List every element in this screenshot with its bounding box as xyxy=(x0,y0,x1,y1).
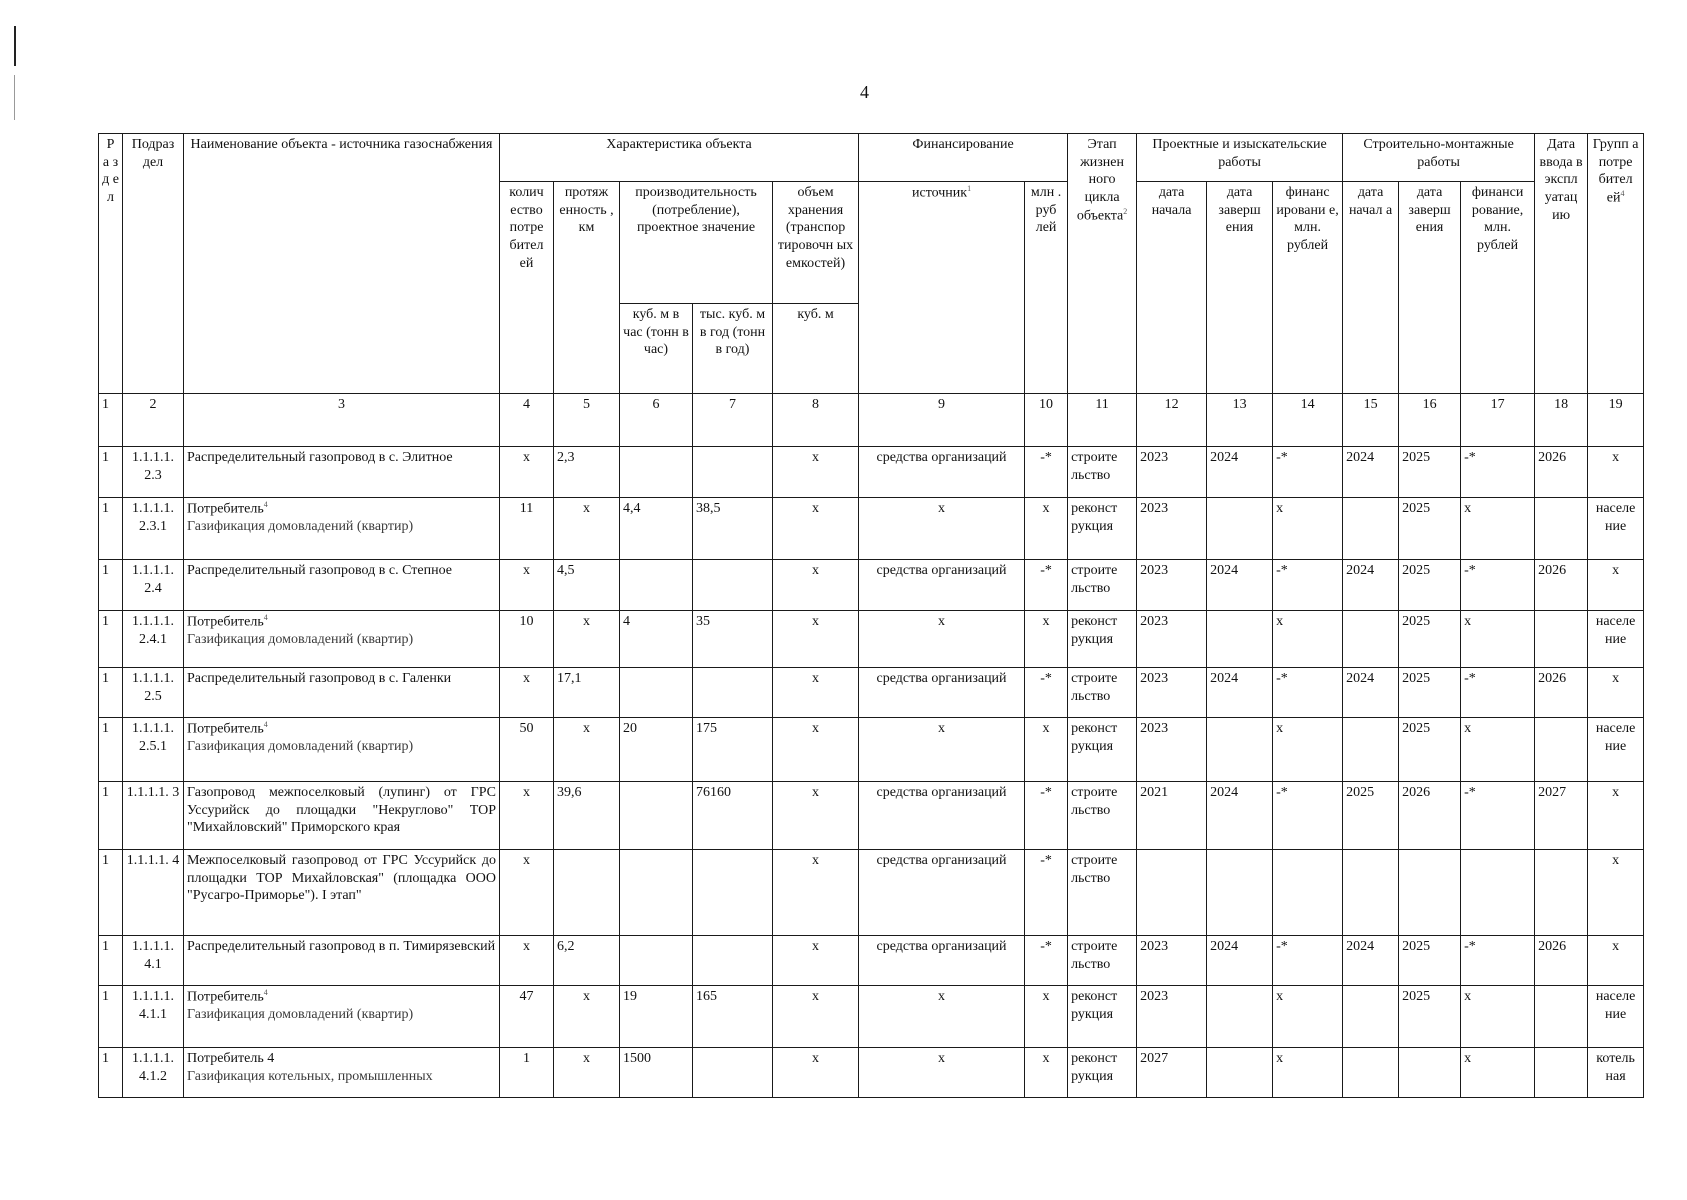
column-number: 13 xyxy=(1207,394,1273,447)
header-lifecycle-label: Этап жизнен ного цикла объекта xyxy=(1076,137,1125,224)
header-consumer-group xyxy=(1588,134,1644,394)
consumer-group: х xyxy=(1588,782,1644,850)
header-storage: объем хранения (транспор тировочн ых емкостей) xyxy=(773,182,859,304)
financing-amount: -* xyxy=(1025,782,1068,850)
subsection-code: 1.1.1.1. 4.1.2 xyxy=(123,1048,184,1098)
financing-source: х xyxy=(859,986,1025,1048)
capacity-per-year: 38,5 xyxy=(693,498,773,560)
consumer-group: населе ние xyxy=(1588,498,1644,560)
table-row xyxy=(99,782,1644,850)
construction-financing: -* xyxy=(1461,560,1535,611)
capacity-per-hour xyxy=(620,447,693,498)
column-number: 15 xyxy=(1343,394,1399,447)
design-start: 2023 xyxy=(1137,668,1207,718)
financing-amount: х xyxy=(1025,718,1068,782)
financing-amount: х xyxy=(1025,1048,1068,1098)
object-subtitle: Газификация котельных, промышленных xyxy=(187,1068,433,1084)
lifecycle-stage: строите льство xyxy=(1068,850,1137,936)
capacity-per-year: 165 xyxy=(693,986,773,1048)
financing-source: х xyxy=(859,611,1025,668)
construction-start xyxy=(1343,1048,1399,1098)
construction-start: 2024 xyxy=(1343,560,1399,611)
construction-financing: -* xyxy=(1461,447,1535,498)
capacity-per-year: 76160 xyxy=(693,782,773,850)
construction-start xyxy=(1343,611,1399,668)
consumers-count: 47 xyxy=(500,986,554,1048)
commissioning-date xyxy=(1535,611,1588,668)
construction-start: 2024 xyxy=(1343,668,1399,718)
financing-source: средства организаций xyxy=(859,560,1025,611)
design-financing: х xyxy=(1273,1048,1343,1098)
consumers-count: 50 xyxy=(500,718,554,782)
column-number: 16 xyxy=(1399,394,1461,447)
object-name xyxy=(184,1048,500,1098)
column-number: 4 xyxy=(500,394,554,447)
consumers-count: 11 xyxy=(500,498,554,560)
design-end xyxy=(1207,611,1273,668)
consumers-count: х xyxy=(500,850,554,936)
storage-volume: х xyxy=(773,498,859,560)
capacity-per-year xyxy=(693,668,773,718)
lifecycle-stage: строите льство xyxy=(1068,668,1137,718)
commissioning-date: 2026 xyxy=(1535,936,1588,986)
subsection-code: 1.1.1.1. 4.1.1 xyxy=(123,986,184,1048)
financing-source: х xyxy=(859,1048,1025,1098)
construction-financing: х xyxy=(1461,1048,1535,1098)
construction-end: 2025 xyxy=(1399,560,1461,611)
design-start: 2023 xyxy=(1137,560,1207,611)
design-financing: -* xyxy=(1273,560,1343,611)
object-title: Распределительный газопровод в п. Тимирязевский xyxy=(187,939,496,954)
design-end: 2024 xyxy=(1207,782,1273,850)
design-start: 2023 xyxy=(1137,498,1207,560)
capacity-per-year xyxy=(693,560,773,611)
object-name xyxy=(184,611,500,668)
object-title: Потребитель xyxy=(187,501,264,517)
design-end: 2024 xyxy=(1207,447,1273,498)
header-construction-works: Строительно-монтажные работы xyxy=(1343,134,1535,182)
gas-supply-table xyxy=(98,133,1644,1098)
lifecycle-stage: строите льство xyxy=(1068,782,1137,850)
object-name xyxy=(184,447,500,498)
length-km: 2,3 xyxy=(554,447,620,498)
header-design-start: дата начала xyxy=(1137,182,1207,394)
lifecycle-stage: реконст рукция xyxy=(1068,1048,1137,1098)
header-design-financing: финанс ировани е, млн. рублей xyxy=(1273,182,1343,394)
header-section: Р а з д е л xyxy=(99,134,123,394)
object-subtitle: Газификация домовладений (квартир) xyxy=(187,632,414,648)
column-number: 19 xyxy=(1588,394,1644,447)
design-financing: х xyxy=(1273,611,1343,668)
header-design-end: дата заверш ения xyxy=(1207,182,1273,394)
object-title: Распределительный газопровод в с. Степное xyxy=(187,563,452,578)
header-object-name: Наименование объекта - источника газоснабжения xyxy=(184,134,500,394)
capacity-per-year: 35 xyxy=(693,611,773,668)
capacity-per-year xyxy=(693,447,773,498)
construction-financing: -* xyxy=(1461,936,1535,986)
design-end: 2024 xyxy=(1207,936,1273,986)
consumers-count: 10 xyxy=(500,611,554,668)
column-number: 2 xyxy=(123,394,184,447)
length-km: 39,6 xyxy=(554,782,620,850)
consumers-count: х xyxy=(500,668,554,718)
storage-volume: х xyxy=(773,986,859,1048)
table-row xyxy=(99,611,1644,668)
storage-volume: х xyxy=(773,850,859,936)
consumer-group: х xyxy=(1588,560,1644,611)
length-km: 17,1 xyxy=(554,668,620,718)
header-source-label: источник xyxy=(911,185,968,201)
construction-start: 2024 xyxy=(1343,447,1399,498)
lifecycle-stage: строите льство xyxy=(1068,560,1137,611)
header-storage-unit: куб. м xyxy=(773,304,859,394)
table-row xyxy=(99,936,1644,986)
header-design-works: Проектные и изыскательские работы xyxy=(1137,134,1343,182)
construction-financing: -* xyxy=(1461,668,1535,718)
object-title: Потребитель xyxy=(187,721,264,737)
construction-end xyxy=(1399,1048,1461,1098)
commissioning-date xyxy=(1535,986,1588,1048)
capacity-per-hour xyxy=(620,668,693,718)
column-number: 12 xyxy=(1137,394,1207,447)
design-end xyxy=(1207,1048,1273,1098)
section-number: 1 xyxy=(99,782,123,850)
financing-source: средства организаций xyxy=(859,782,1025,850)
financing-amount: -* xyxy=(1025,668,1068,718)
design-end xyxy=(1207,498,1273,560)
financing-source: средства организаций xyxy=(859,936,1025,986)
commissioning-date: 2026 xyxy=(1535,447,1588,498)
storage-volume: х xyxy=(773,782,859,850)
subsection-code: 1.1.1.1. 4.1 xyxy=(123,936,184,986)
column-number: 18 xyxy=(1535,394,1588,447)
header-mln-rub: млн . руб лей xyxy=(1025,182,1068,394)
object-name xyxy=(184,986,500,1048)
construction-end: 2025 xyxy=(1399,718,1461,782)
header-lifecycle xyxy=(1068,134,1137,394)
construction-financing: х xyxy=(1461,718,1535,782)
section-number: 1 xyxy=(99,447,123,498)
commissioning-date xyxy=(1535,1048,1588,1098)
subsection-code: 1.1.1.1. 2.4.1 xyxy=(123,611,184,668)
column-number: 1 xyxy=(99,394,123,447)
footnote-2: 2 xyxy=(1123,206,1128,216)
storage-volume: х xyxy=(773,668,859,718)
subsection-code: 1.1.1.1. 2.5.1 xyxy=(123,718,184,782)
section-number: 1 xyxy=(99,850,123,936)
financing-amount: -* xyxy=(1025,447,1068,498)
section-number: 1 xyxy=(99,1048,123,1098)
object-name xyxy=(184,782,500,850)
design-end: 2024 xyxy=(1207,668,1273,718)
storage-volume: х xyxy=(773,447,859,498)
object-subtitle: Газификация домовладений (квартир) xyxy=(187,739,414,755)
construction-end xyxy=(1399,850,1461,936)
construction-end: 2026 xyxy=(1399,782,1461,850)
table-row xyxy=(99,718,1644,782)
object-title: Газопровод межпоселковый (лупинг) от ГРС Уссурийск до площадки "Некруглово" ТОР "Михайловский" Приморского края xyxy=(187,785,496,836)
object-title: Межпоселковый газопровод от ГРС Уссурийск до площадки ТОР Михайловская" (площадка ООО "Русагро-Приморье"). I этап" xyxy=(187,853,496,904)
table-row xyxy=(99,560,1644,611)
commissioning-date xyxy=(1535,498,1588,560)
length-km: х xyxy=(554,611,620,668)
lifecycle-stage: строите льство xyxy=(1068,936,1137,986)
financing-amount: х xyxy=(1025,986,1068,1048)
column-number: 3 xyxy=(184,394,500,447)
subsection-code: 1.1.1.1. 2.3.1 xyxy=(123,498,184,560)
capacity-per-hour: 1500 xyxy=(620,1048,693,1098)
lifecycle-stage: реконст рукция xyxy=(1068,498,1137,560)
header-construction-end: дата заверш ения xyxy=(1399,182,1461,394)
column-number: 9 xyxy=(859,394,1025,447)
header-capacity-per-hour: куб. м в час (тонн в час) xyxy=(620,304,693,394)
capacity-per-year xyxy=(693,936,773,986)
consumer-group: х xyxy=(1588,850,1644,936)
capacity-per-hour xyxy=(620,850,693,936)
object-name xyxy=(184,936,500,986)
subsection-code: 1.1.1.1. 2.5 xyxy=(123,668,184,718)
consumers-count: х xyxy=(500,560,554,611)
design-financing xyxy=(1273,850,1343,936)
commissioning-date xyxy=(1535,718,1588,782)
financing-source: х xyxy=(859,498,1025,560)
construction-financing xyxy=(1461,850,1535,936)
design-start xyxy=(1137,850,1207,936)
storage-volume: х xyxy=(773,936,859,986)
footnote-ref: 4 xyxy=(263,500,268,509)
length-km: х xyxy=(554,986,620,1048)
financing-amount: -* xyxy=(1025,850,1068,936)
design-start: 2023 xyxy=(1137,611,1207,668)
capacity-per-year xyxy=(693,850,773,936)
table-row xyxy=(99,447,1644,498)
object-subtitle: Газификация домовладений (квартир) xyxy=(187,519,414,535)
capacity-per-year xyxy=(693,1048,773,1098)
column-number: 6 xyxy=(620,394,693,447)
commissioning-date xyxy=(1535,850,1588,936)
construction-start xyxy=(1343,718,1399,782)
header-source xyxy=(859,182,1025,394)
consumer-group: населе ние xyxy=(1588,611,1644,668)
construction-end: 2025 xyxy=(1399,447,1461,498)
capacity-per-hour: 4 xyxy=(620,611,693,668)
header-capacity: производительность (потребление), проектное значение xyxy=(620,182,773,304)
construction-end: 2025 xyxy=(1399,611,1461,668)
lifecycle-stage: строите льство xyxy=(1068,447,1137,498)
capacity-per-hour xyxy=(620,560,693,611)
footnote-4: 4 xyxy=(1620,188,1625,198)
object-title: Потребитель xyxy=(187,614,264,630)
object-title: Распределительный газопровод в с. Элитное xyxy=(187,450,453,465)
construction-financing: -* xyxy=(1461,782,1535,850)
construction-start: 2024 xyxy=(1343,936,1399,986)
design-end: 2024 xyxy=(1207,560,1273,611)
header-length: протяж енность , км xyxy=(554,182,620,394)
consumer-group: х xyxy=(1588,668,1644,718)
section-number: 1 xyxy=(99,936,123,986)
footnote-1: 1 xyxy=(967,184,972,193)
design-financing: -* xyxy=(1273,936,1343,986)
design-end xyxy=(1207,850,1273,936)
subsection-code: 1.1.1.1. 4 xyxy=(123,850,184,936)
section-number: 1 xyxy=(99,498,123,560)
financing-source: средства организаций xyxy=(859,668,1025,718)
capacity-per-hour: 20 xyxy=(620,718,693,782)
subsection-code: 1.1.1.1. 2.3 xyxy=(123,447,184,498)
table-row xyxy=(99,668,1644,718)
column-number: 10 xyxy=(1025,394,1068,447)
object-title: Потребитель xyxy=(187,989,264,1005)
column-number-row xyxy=(99,394,1644,447)
storage-volume: х xyxy=(773,611,859,668)
table-row xyxy=(99,986,1644,1048)
header-commissioning-date: Дата ввода в экспл уатац ию xyxy=(1535,134,1588,394)
design-financing: х xyxy=(1273,718,1343,782)
header-consumers-count: колич ество потре бител ей xyxy=(500,182,554,394)
construction-end: 2025 xyxy=(1399,668,1461,718)
column-number: 7 xyxy=(693,394,773,447)
financing-source: средства организаций xyxy=(859,447,1025,498)
length-km: х xyxy=(554,1048,620,1098)
design-start: 2027 xyxy=(1137,1048,1207,1098)
section-number: 1 xyxy=(99,668,123,718)
design-start: 2023 xyxy=(1137,986,1207,1048)
length-km: х xyxy=(554,498,620,560)
header-consumer-group-label: Групп а потре бител ей xyxy=(1592,137,1639,206)
consumer-group: населе ние xyxy=(1588,986,1644,1048)
lifecycle-stage: реконст рукция xyxy=(1068,611,1137,668)
capacity-per-year: 175 xyxy=(693,718,773,782)
object-name xyxy=(184,718,500,782)
commissioning-date: 2026 xyxy=(1535,668,1588,718)
financing-amount: -* xyxy=(1025,560,1068,611)
financing-amount: -* xyxy=(1025,936,1068,986)
binding-mark xyxy=(14,26,16,66)
design-start: 2023 xyxy=(1137,936,1207,986)
design-financing: -* xyxy=(1273,668,1343,718)
column-number: 5 xyxy=(554,394,620,447)
consumers-count: х xyxy=(500,782,554,850)
capacity-per-hour xyxy=(620,936,693,986)
financing-source: средства организаций xyxy=(859,850,1025,936)
footnote-ref: 4 xyxy=(263,988,268,997)
column-number: 14 xyxy=(1273,394,1343,447)
length-km: 4,5 xyxy=(554,560,620,611)
design-financing: -* xyxy=(1273,782,1343,850)
financing-source: х xyxy=(859,718,1025,782)
page-number: 4 xyxy=(860,82,869,102)
column-number: 8 xyxy=(773,394,859,447)
footnote-ref: 4 xyxy=(263,720,268,729)
design-end xyxy=(1207,986,1273,1048)
section-number: 1 xyxy=(99,611,123,668)
section-number: 1 xyxy=(99,560,123,611)
subsection-code: 1.1.1.1. 2.4 xyxy=(123,560,184,611)
object-name xyxy=(184,668,500,718)
column-number: 11 xyxy=(1068,394,1137,447)
storage-volume: х xyxy=(773,1048,859,1098)
length-km xyxy=(554,850,620,936)
construction-start xyxy=(1343,498,1399,560)
construction-financing: х xyxy=(1461,498,1535,560)
construction-start xyxy=(1343,850,1399,936)
subsection-code: 1.1.1.1. 3 xyxy=(123,782,184,850)
construction-start: 2025 xyxy=(1343,782,1399,850)
footnote-ref: 4 xyxy=(263,613,268,622)
lifecycle-stage: реконст рукция xyxy=(1068,986,1137,1048)
lifecycle-stage: реконст рукция xyxy=(1068,718,1137,782)
column-number: 17 xyxy=(1461,394,1535,447)
construction-financing: х xyxy=(1461,986,1535,1048)
object-name xyxy=(184,498,500,560)
section-number: 1 xyxy=(99,986,123,1048)
construction-end: 2025 xyxy=(1399,936,1461,986)
header-financing: Финансирование xyxy=(859,134,1068,182)
construction-end: 2025 xyxy=(1399,986,1461,1048)
header-capacity-per-year: тыс. куб. м в год (тонн в год) xyxy=(693,304,773,394)
design-start: 2023 xyxy=(1137,447,1207,498)
design-start: 2021 xyxy=(1137,782,1207,850)
consumer-group: х xyxy=(1588,936,1644,986)
section-number: 1 xyxy=(99,718,123,782)
table-row xyxy=(99,1048,1644,1098)
binding-mark-faint xyxy=(14,75,15,120)
object-title: Потребитель 4 xyxy=(187,1051,275,1066)
table-body xyxy=(99,447,1644,1098)
consumer-group: х xyxy=(1588,447,1644,498)
storage-volume: х xyxy=(773,560,859,611)
financing-amount: х xyxy=(1025,611,1068,668)
design-end xyxy=(1207,718,1273,782)
object-name xyxy=(184,850,500,936)
commissioning-date: 2027 xyxy=(1535,782,1588,850)
design-financing: х xyxy=(1273,498,1343,560)
consumer-group: населе ние xyxy=(1588,718,1644,782)
consumer-group: котель ная xyxy=(1588,1048,1644,1098)
consumers-count: х xyxy=(500,936,554,986)
financing-amount: х xyxy=(1025,498,1068,560)
construction-financing: х xyxy=(1461,611,1535,668)
length-km: х xyxy=(554,718,620,782)
design-financing: х xyxy=(1273,986,1343,1048)
header-construction-start: дата начал а xyxy=(1343,182,1399,394)
header-characteristics: Характеристика объекта xyxy=(500,134,859,182)
capacity-per-hour: 19 xyxy=(620,986,693,1048)
design-financing: -* xyxy=(1273,447,1343,498)
capacity-per-hour: 4,4 xyxy=(620,498,693,560)
header-subsection: Подраз дел xyxy=(123,134,184,394)
commissioning-date: 2026 xyxy=(1535,560,1588,611)
object-name xyxy=(184,560,500,611)
object-title: Распределительный газопровод в с. Галенки xyxy=(187,671,452,686)
consumers-count: 1 xyxy=(500,1048,554,1098)
header-construction-financing: финанси рование, млн. рублей xyxy=(1461,182,1535,394)
capacity-per-hour xyxy=(620,782,693,850)
design-start: 2023 xyxy=(1137,718,1207,782)
storage-volume: х xyxy=(773,718,859,782)
table-row xyxy=(99,498,1644,560)
table-row xyxy=(99,850,1644,936)
consumers-count: х xyxy=(500,447,554,498)
construction-end: 2025 xyxy=(1399,498,1461,560)
object-subtitle: Газификация домовладений (квартир) xyxy=(187,1007,414,1023)
construction-start xyxy=(1343,986,1399,1048)
length-km: 6,2 xyxy=(554,936,620,986)
